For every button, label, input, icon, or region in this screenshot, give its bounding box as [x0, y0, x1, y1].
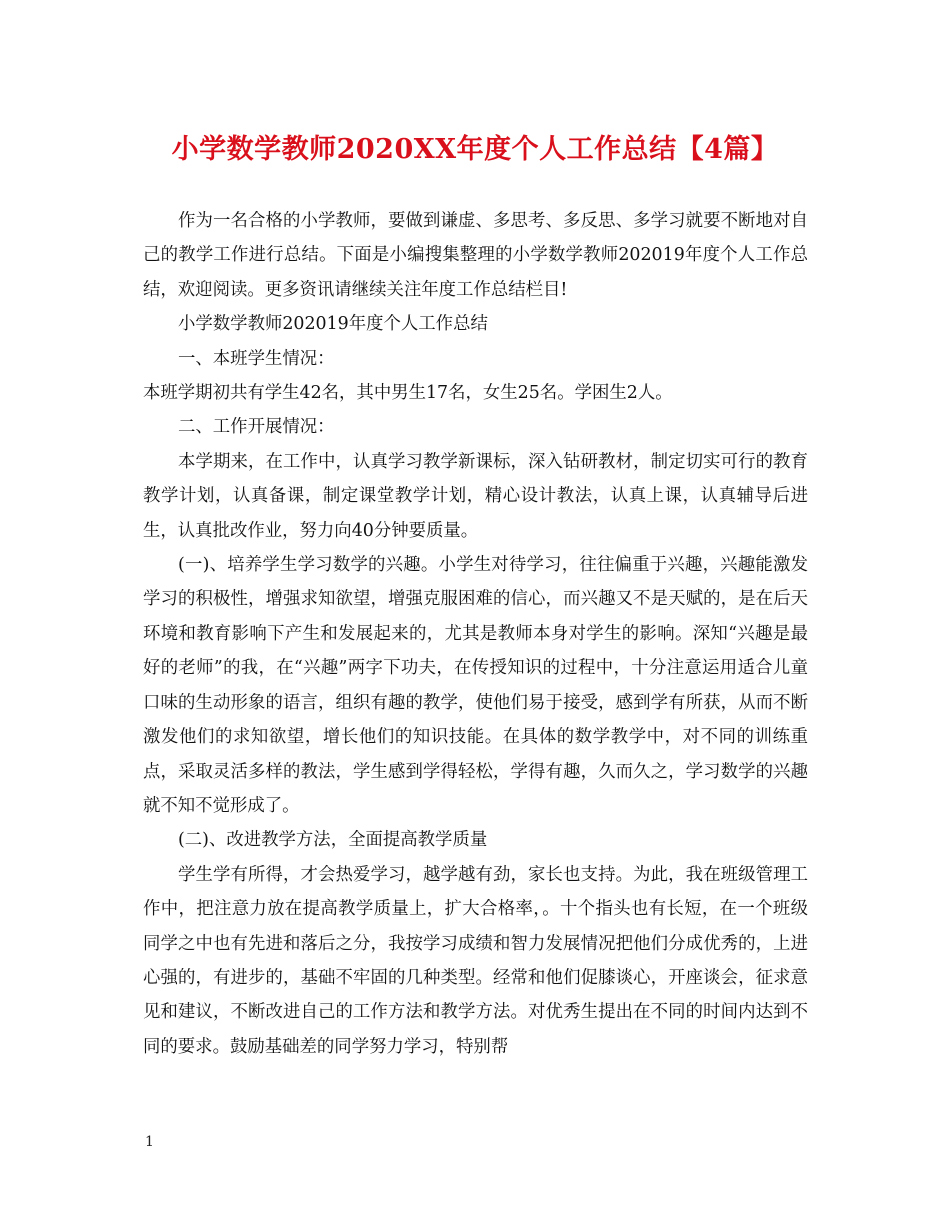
paragraph-interest: (一)、培养学生学习数学的兴趣。小学生对待学习，往往偏重于兴趣，兴趣能激发学习的积极性，增强求知欲望，增强克服困难的信心，而兴趣又不是天赋的，是在后天环境和教育影响下产生和发展起来的，尤其是教师本身对学生的影响。深知“兴趣是最好的老师”的我，在“兴趣”两字下功夫，在传授知识的过程中，十分注意运用适合儿童口味的生动形象的语言，组织有趣的教学，使他们易于接受，感到学有所获，从而不断激发他们的求知欲望，增长他们的知识技能。在具体的数学教学中，对不同的训练重点，采取灵活多样的教法，学生感到学得轻松，学得有趣，久而久之，学习数学的兴趣就不知不觉形成了。: [143, 555, 808, 816]
document-title: 小学数学教师2020XX年度个人工作总结【4篇】: [171, 134, 779, 165]
section-heading-work: 二、工作开展情况：: [178, 417, 335, 438]
paragraph-class-info: 本班学期初共有学生42名，其中男生17名，女生25名。学困生2人。: [143, 383, 673, 404]
document-body: [143, 204, 808, 1064]
paragraph-subtitle: 小学数学教师202019年度个人工作总结: [178, 314, 488, 335]
section-heading-class-info: 一、本班学生情况：: [178, 348, 335, 369]
paragraph-intro: 作为一名合格的小学教师，要做到谦虚、多思考、多反思、多学习就要不断地对自己的教学工作进行总结。下面是小编搜集整理的小学数学教师202019年度个人工作总结，欢迎阅读。更多资讯请继续关注年度工作总结栏目!: [143, 211, 808, 300]
paragraph-work: 本学期来，在工作中，认真学习教学新课标，深入钻研教材，制定切实可行的教育教学计划，认真备课，制定课堂教学计划，精心设计教法，认真上课，认真辅导后进生，认真批改作业，努力向40分钟要质量。: [143, 451, 808, 541]
page-number: 1: [145, 1134, 154, 1150]
paragraph-methods: 学生学有所得，才会热爱学习，越学越有劲，家长也支持。为此，我在班级管理工作中，把注意力放在提高教学质量上，扩大合格率，。十个指头也有长短，在一个班级同学之中也有先进和落后之分，我按学习成绩和智力发展情况把他们分成优秀的，上进心强的，有进步的，基础不牢固的几种类型。经常和他们促膝谈心，开座谈会，征求意见和建议，不断改进自己的工作方法和教学方法。对优秀生提出在不同的时间内达到不同的要求。鼓励基础差的同学努力学习，特别帮: [143, 864, 808, 1057]
section-heading-methods: (二)、改进教学方法，全面提高教学质量: [178, 830, 488, 851]
